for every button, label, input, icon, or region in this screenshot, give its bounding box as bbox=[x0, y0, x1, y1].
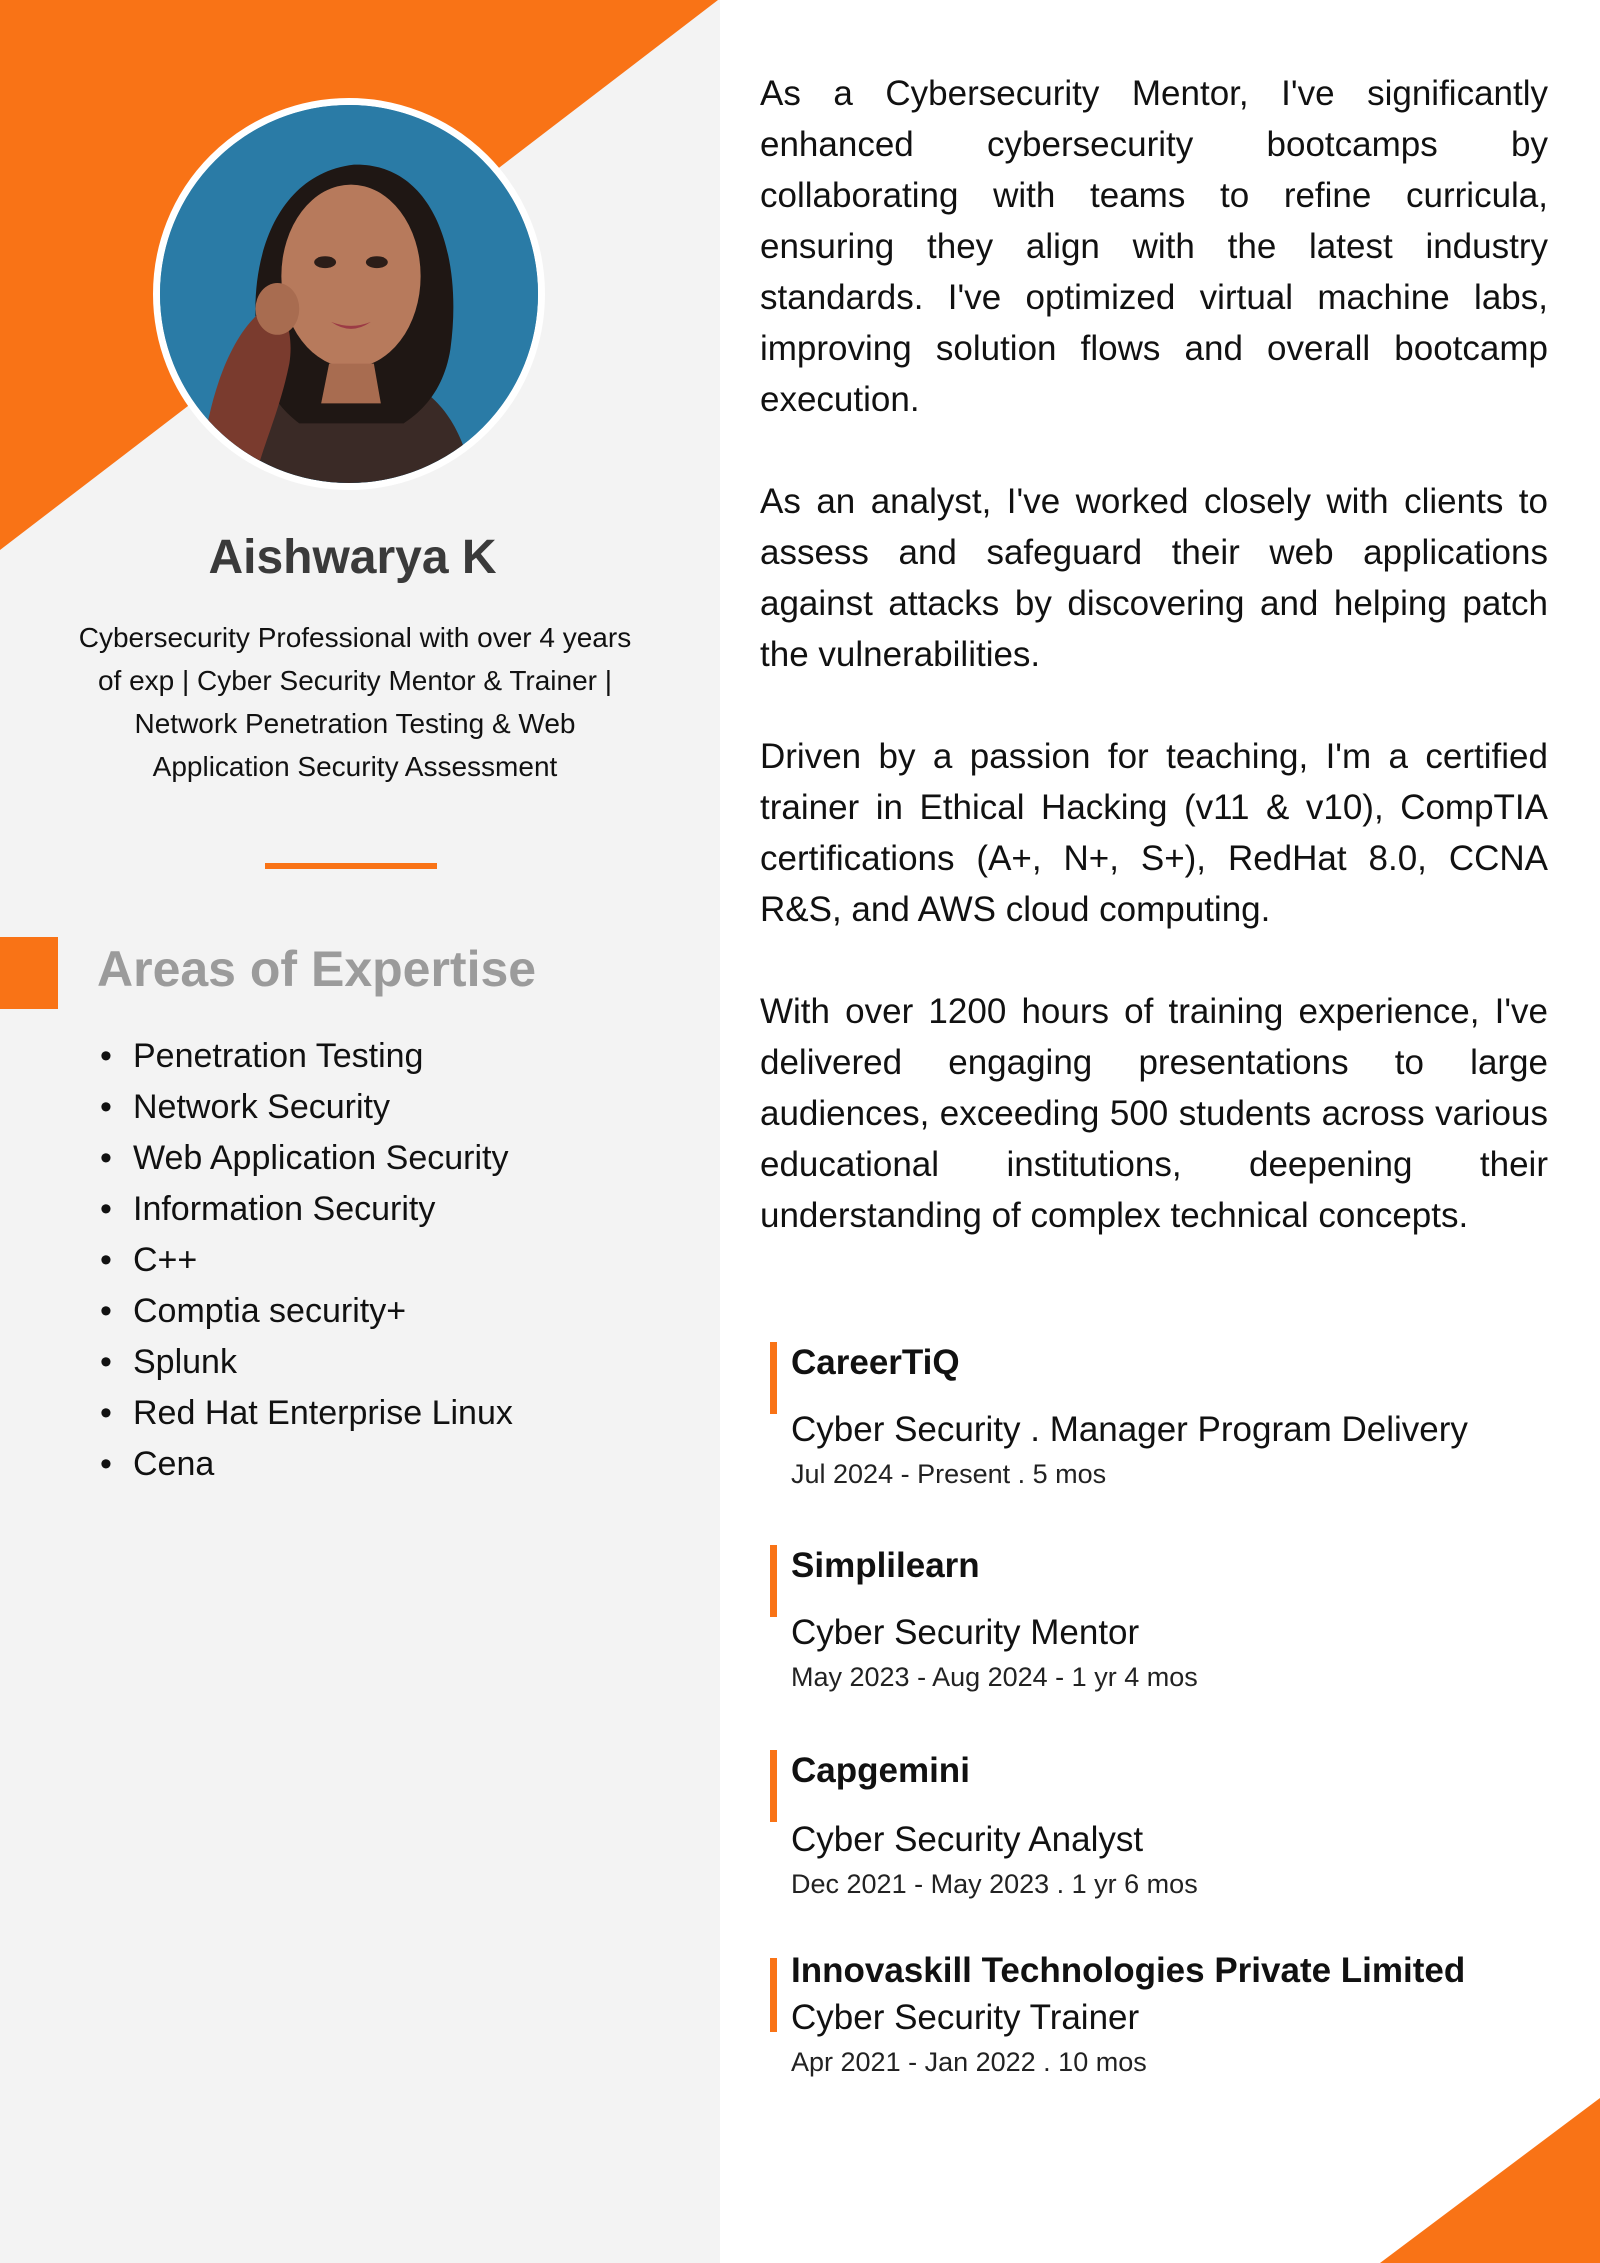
list-item: • Web Application Security bbox=[100, 1133, 513, 1184]
bullet-icon: • bbox=[100, 1139, 112, 1177]
company-name: CareerTiQ bbox=[791, 1343, 960, 1382]
bullet-icon: • bbox=[100, 1445, 112, 1483]
list-item: • Comptia security+ bbox=[100, 1286, 513, 1337]
company-name: Simplilearn bbox=[791, 1546, 980, 1585]
list-item: • Splunk bbox=[100, 1337, 513, 1388]
job-period: May 2023 - Aug 2024 - 1 yr 4 mos bbox=[791, 1662, 1198, 1692]
profile-tagline: Cybersecurity Professional with over 4 years of exp | Cyber Security Mentor & Trainer | Network Penetration Testing & Web Application Security Assessment bbox=[78, 622, 632, 782]
expertise-heading: Areas of Expertise bbox=[97, 941, 537, 997]
orange-corner-decoration-bottom bbox=[1380, 2098, 1600, 2263]
list-item: • C++ bbox=[100, 1235, 513, 1286]
list-item: • Network Security bbox=[100, 1082, 513, 1133]
company-name: Innovaskill Technologies Private Limited bbox=[791, 1951, 1466, 1990]
bio-paragraph: Driven by a passion for teaching, I'm a certified trainer in Ethical Hacking (v11 & v10), CompTIA certifications (A+, N+, S+), RedHat 8.0, CCNA R&S, and AWS cloud computing. bbox=[760, 737, 1548, 929]
expertise-list bbox=[100, 1031, 513, 1490]
bullet-icon: • bbox=[100, 1292, 112, 1330]
bio-section bbox=[760, 68, 1548, 1292]
bullet-icon: • bbox=[100, 1088, 112, 1126]
job-period: Dec 2021 - May 2023 . 1 yr 6 mos bbox=[791, 1869, 1198, 1899]
job-role: Cyber Security . Manager Program Delivery bbox=[791, 1410, 1468, 1449]
list-item: • Red Hat Enterprise Linux bbox=[100, 1388, 513, 1439]
company-name: Capgemini bbox=[791, 1751, 970, 1790]
bullet-icon: • bbox=[100, 1190, 112, 1228]
experience-accent-bar bbox=[770, 1342, 777, 1414]
person-photo-icon bbox=[160, 105, 538, 483]
expertise-accent-marker bbox=[0, 937, 58, 1009]
list-item: • Penetration Testing bbox=[100, 1031, 513, 1082]
bullet-icon: • bbox=[100, 1241, 112, 1279]
bullet-icon: • bbox=[100, 1037, 112, 1075]
experience-entry bbox=[770, 1340, 1570, 1494]
experience-accent-bar bbox=[770, 1750, 777, 1822]
experience-entry bbox=[770, 1948, 1570, 2082]
experience-entry bbox=[770, 1748, 1570, 1904]
bio-paragraph: With over 1200 hours of training experience, I've delivered engaging presentations to large audiences, exceeding 500 students across various educational institutions, deepening their understanding of complex technical concepts. bbox=[760, 992, 1548, 1235]
job-role: Cyber Security Mentor bbox=[791, 1613, 1140, 1652]
job-period: Jul 2024 - Present . 5 mos bbox=[791, 1459, 1107, 1489]
experience-accent-bar bbox=[770, 1958, 777, 2032]
section-divider bbox=[265, 863, 437, 869]
bio-paragraph: As a Cybersecurity Mentor, I've significantly enhanced cybersecurity bootcamps by collaborating with teams to refine curricula, ensuring they align with the latest industry standards. I've optimized virtual machine labs, improving solution flows and overall bootcamp execution. bbox=[760, 74, 1548, 419]
bullet-icon: • bbox=[100, 1343, 112, 1381]
job-period: Apr 2021 - Jan 2022 . 10 mos bbox=[791, 2047, 1147, 2077]
bullet-icon: • bbox=[100, 1394, 112, 1432]
experience-entry bbox=[770, 1543, 1570, 1697]
profile-name: Aishwarya K bbox=[208, 531, 497, 584]
list-item: • Information Security bbox=[100, 1184, 513, 1235]
bio-paragraph: As an analyst, I've worked closely with clients to assess and safeguard their web applications against attacks by discovering and helping patch the vulnerabilities. bbox=[760, 482, 1548, 674]
job-role: Cyber Security Analyst bbox=[791, 1820, 1144, 1859]
experience-accent-bar bbox=[770, 1545, 777, 1617]
job-role: Cyber Security Trainer bbox=[791, 1998, 1140, 2037]
list-item: • Cena bbox=[100, 1439, 513, 1490]
profile-photo bbox=[153, 98, 545, 490]
